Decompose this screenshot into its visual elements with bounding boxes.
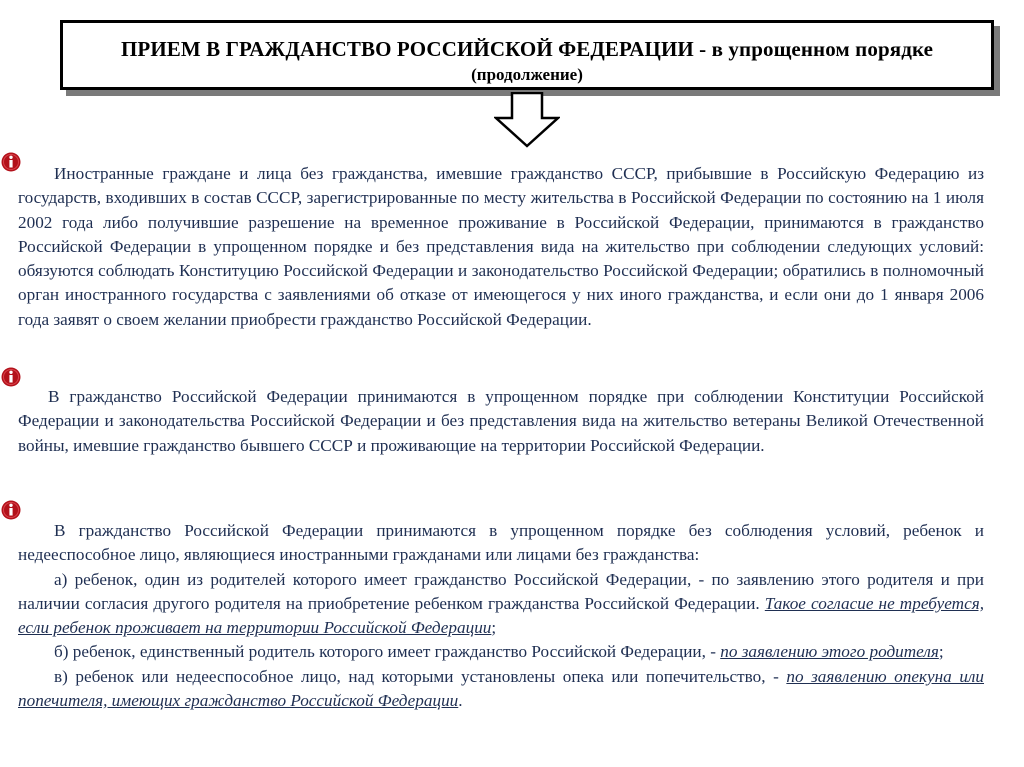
section-2 [18,385,984,458]
item-c-end: . [458,691,463,711]
info-icon [1,500,21,520]
section-1 [18,162,984,332]
item-c-note-link[interactable]: по заявлению опекуна или попечителя, имеющих гражданство Российской Федерации [18,666,985,711]
item-a-text: а) ребенок, один из родителей которого имеет гражданство Российской Федерации, - по заявлению этого родителя и при наличии согласия другого родителя на приобретение ребенком гражданства Российской Федерации. [18,569,984,613]
arrow-down-icon [494,92,560,148]
page-subtitle: (продолжение) [471,65,583,84]
item-b-text: б) ребенок, единственный родитель которого имеет гражданство Российской Федерации, - [54,642,721,662]
item-b-note-link[interactable]: по заявлению этого родителя [720,642,939,662]
section-3 [18,519,984,713]
page-title: ПРИЕМ В ГРАЖДАНСТВО РОССИЙСКОЙ ФЕДЕРАЦИИ - в упрощенном порядке [120,37,934,61]
section-3-item-a [18,568,984,641]
section-3-item-b [18,640,984,664]
title-box [60,20,994,90]
section-1-text: Иностранные граждане и лица без гражданства, имевшие гражданство СССР, прибывшие в Российскую Федерацию из государств, входивших в состав СССР, зарегистрированные по месту жительства в Российской Федерации по состоянию на 1 июля 2002 года либо получившие разрешение на временное проживание в Российской Федерации, принимаются в гражданство Российской Федерации в упрощенном порядке и без представления вида на жительство при соблюдении следующих условий: обязуются соблюдать Конституцию Российской Федерации и законодательство Российской Федерации; обратились в полномочный орган иностранного государства с заявлениями об отказе от имеющегося у них иного гражданства, и если они до 1 января 2006 года заявят о своем желании приобрести гражданство Российской Федерации. [18,164,984,329]
item-a-end: ; [491,618,497,638]
section-3-item-c [18,665,984,714]
info-icon [1,367,21,387]
item-a-note-link[interactable]: Такое согласие не требуется, если ребенок проживает на территории Российской Федерации [18,593,984,638]
section-2-text: В гражданство Российской Федерации принимаются в упрощенном порядке при соблюдении Конституции Российской Федерации и законодательства Российской Федерации и без представления вида на жительство ветераны Великой Отечественной войны, имевшие гражданство бывшего СССР и проживающие на территории Российской Федерации. [18,387,984,455]
item-c-text: в) ребенок или недееспособное лицо, над которыми установлены опека или попечительство, - [54,666,787,686]
section-3-intro: В гражданство Российской Федерации принимаются в упрощенном порядке без соблюдения условий, ребенок и недееспособное лицо, являющиеся иностранными гражданами или лицами без гражданства: [18,521,984,565]
item-b-end: ; [938,642,944,662]
